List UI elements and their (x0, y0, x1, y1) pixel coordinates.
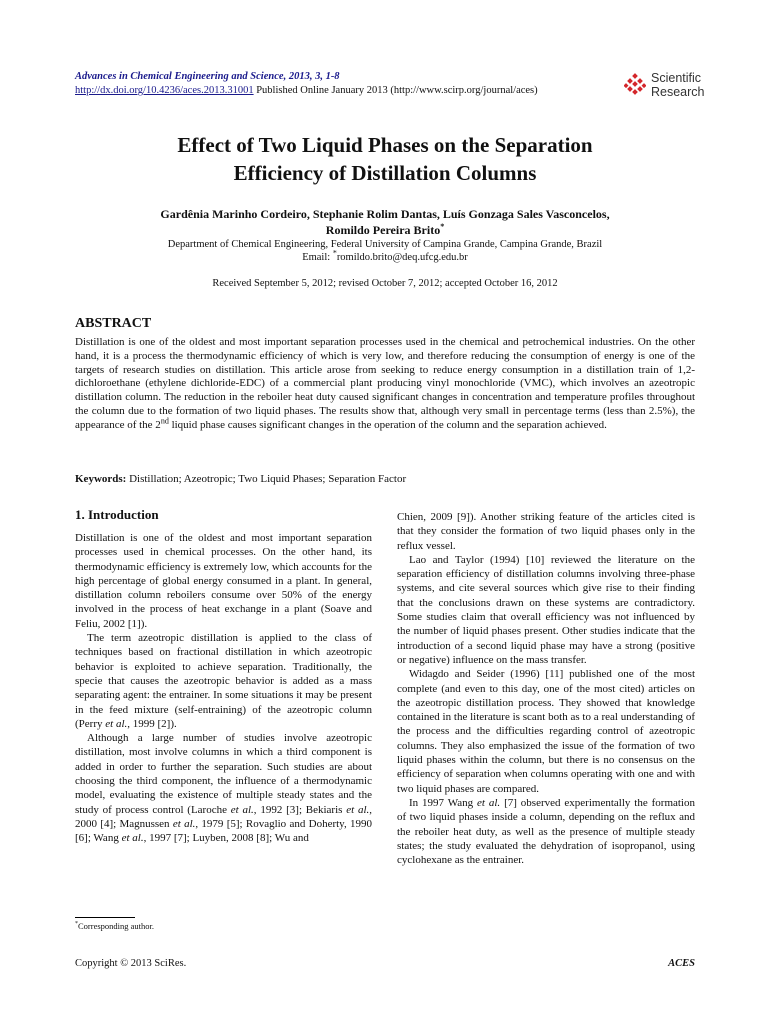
scientific-research-logo (624, 70, 724, 102)
journal-abbreviation: ACES (668, 958, 695, 969)
keywords-text: Distillation; Azeotropic; Two Liquid Phases; Separation Factor (126, 473, 407, 485)
received-dates: Received September 5, 2012; revised October 7, 2012; accepted October 16, 2012 (212, 278, 558, 289)
text: Although a large number of studies involve azeotropic distillation, most involve columns in which a third component is added in order to further the separation. Such studies are about choosing the third component, the influence of a thermodynamic model, evaluating the existence of multiple steady states and the study of process control (Laroche (75, 732, 372, 816)
paper-title (75, 131, 695, 187)
text-italic: et al. (105, 717, 128, 730)
footnote-mark: * (75, 921, 78, 928)
copyright: Copyright © 2013 SciRes. (75, 958, 187, 969)
author-list (75, 206, 695, 238)
doi-link[interactable]: http://dx.doi.org/10.4236/aces.2013.31001 (75, 85, 254, 96)
logo-text-line2: Research (651, 85, 705, 99)
text: , 1999 [2]). (127, 717, 177, 730)
keywords-label: Keywords: (75, 473, 127, 485)
text: , 1979 [5]; Rovaglio and Doherty, 1990 [6]; Wang (75, 817, 372, 845)
paragraph: Lao and Taylor (1994) [10] reviewed the literature on the separation efficiency of distillation columns involving three-phase systems, and cite several sources which give rise to their finding that the conclusions drawn on these systems are contradictory. Some studies claim that overall efficiency was not influenced by the number of liquid phases present. Other studies indicate that the introduction of a second liquid phase may have a strong (positive or negative) influence on the mass transfer. (397, 553, 695, 666)
email-mark: * (332, 248, 337, 258)
paragraph (75, 731, 372, 845)
abstract-text (75, 336, 695, 433)
email-address[interactable]: romildo.brito@deq.ufcg.edu.br (336, 252, 468, 263)
footnote-divider (75, 917, 135, 918)
text: The term azeotropic distillation is applied to the class of techniques based on fractional distillation in which azeotropic behavior is exploited to achieve separation. Traditionally, the specie that causes the azeotropic behavior is added as a mass separating agent: the entrainer. In some situations it may be present in the feed mixture (self-entraining) of the azeotropic column (Perry (75, 632, 372, 730)
authors-line2: Romildo Pereira Brito (325, 223, 441, 237)
title-line1: Effect of Two Liquid Phases on the Separation (177, 133, 593, 157)
abstract-sup: nd (160, 416, 169, 426)
text: , 2000 [4]; Magnussen (75, 803, 372, 830)
published-info: Published Online January 2013 (http://www.scirp.org/journal/aces) (253, 85, 538, 96)
journal-header (75, 70, 605, 98)
text-italic: et al. (477, 796, 501, 809)
title-line2: Efficiency of Distillation Columns (233, 161, 537, 185)
logo-text-line1: Scientific (651, 71, 702, 85)
footnote (75, 921, 154, 931)
text-italic: et al. (230, 803, 254, 816)
paragraph (75, 631, 372, 731)
text-italic: et al. (172, 817, 196, 830)
affiliation: Department of Chemical Engineering, Federal University of Campina Grande, Campina Grande, Brazil (167, 239, 603, 250)
journal-name: Advances in Chemical Engineering and Science (75, 71, 284, 82)
keywords (75, 472, 695, 486)
text-italic: et al. (121, 832, 144, 845)
right-column (397, 510, 695, 867)
abstract-part2: liquid phase causes significant changes in the operation of the column and the separation achieved. (168, 418, 607, 431)
footnote-text: Corresponding author. (78, 921, 155, 931)
email-label: Email: (302, 252, 333, 263)
text: , 1997 [7]; Luyben, 2008 [8]; Wu and (143, 832, 309, 845)
paragraph (397, 796, 695, 867)
left-column (75, 531, 372, 846)
text: [7] observed experimentally the formation of two liquid phases inside a column, depending on the reflux and the reboiler heat duty, as well as the presence of multiple steady states; the study evaluated the dehydration of isopropanol, using cyclohexane as the entrainer. (397, 796, 695, 867)
email-line (75, 248, 695, 264)
text: In 1997 Wang (409, 796, 478, 809)
logo-mark-icon (624, 73, 646, 95)
text-italic: et al. (346, 803, 370, 816)
corresponding-mark: * (440, 222, 445, 231)
paragraph: Widagdo and Seider (1996) [11] published one of the most complete (and even to this day, one of the most cited) articles on the azeotropic distillation process. They showed that knowledge contained in the literature is scant both as to a real understanding of the process and the difficulties regarding control of azeotropic columns. They also emphasized the issue of the formation of two liquid phases within the column, but there is no consensus on the efficiency of separation when columns operating with one and with two liquid phases are compared. (397, 668, 695, 795)
authors-line1: Gardênia Marinho Cordeiro, Stephanie Rolim Dantas, Luís Gonzaga Sales Vasconcelos, (160, 207, 610, 221)
journal-volume: , 2013, 3, 1-8 (283, 71, 340, 82)
text: , 1992 [3]; Bekiaris (253, 803, 347, 816)
abstract-part1: Distillation is one of the oldest and most important separation processes used in the chemical and petrochemical industries. On the other hand, it is a process the thermodynamic efficiency of which is very low, and therefore reducing the consumption of energy is one of the targets of research studies on distillation. This article arose from seeking to reduce energy consumption in a distillation train of 1,2-dichloroethane (ethylene dichloride-EDC) of a commercial plant producing vinyl monochloride (VMC), which involves an azeotropic distillation column. The reduction in the reboiler heat duty caused significant changes in concentration and temperature profiles throughout the column due to the formation of two liquid phases. The results show that, although very small in percentage terms (less than 2.5%), the appearance of the 2 (75, 336, 695, 431)
paragraph: Chien, 2009 [9]). Another striking feature of the articles cited is that they consider the formation of two liquid phases only in the reflux vessel. (397, 511, 695, 552)
abstract-heading: ABSTRACT (75, 316, 152, 331)
section-heading-introduction: 1. Introduction (75, 507, 159, 522)
paragraph: Distillation is one of the oldest and most important separation processes used in chemical processes. On the other hand, its thermodynamic efficiency is extremely low, which accounts for the high percentage of global energy consumed in a plant. In general, distillation column reboilers consume over 50% of the energy involved in the process of heat exchange in a plant (Soave and Feliu, 2002 [1]). (75, 532, 372, 630)
